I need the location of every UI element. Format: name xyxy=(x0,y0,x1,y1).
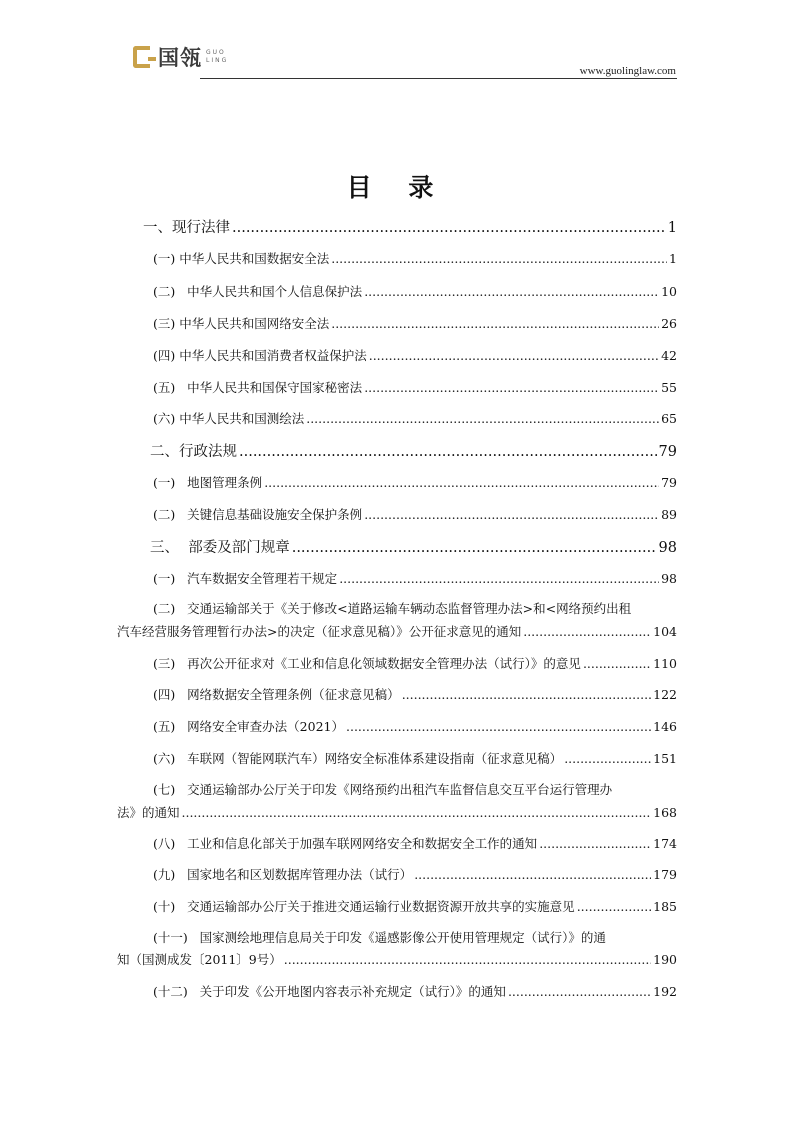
toc-entry[interactable]: (四) 网络数据安全管理条例（征求意见稿） ..... 122 xyxy=(153,685,677,703)
website-url: www.guolinglaw.com xyxy=(579,65,676,77)
toc-entry-line1: (七) 交通运输部办公厅关于印发《网络预约出租汽车监督信息交互平台运行管理办 xyxy=(153,782,613,797)
toc-section-3[interactable]: 三、 部委及部门规章 ..... 98 xyxy=(150,536,677,557)
toc-entry[interactable]: (三) 中华人民共和国网络安全法 ..... 26 xyxy=(153,314,677,332)
logo xyxy=(133,42,228,72)
toc-entry[interactable]: (八) 工业和信息化部关于加强车联网网络安全和数据安全工作的通知 ..... 174 xyxy=(153,834,677,852)
toc-entry-line1: (二) 交通运输部关于《关于修改<道路运输车辆动态监督管理办法>和<网络预约出租 xyxy=(153,601,632,616)
toc-entry[interactable]: (四) 中华人民共和国消费者权益保护法 ..... 42 xyxy=(153,346,677,364)
toc-entry[interactable]: 法》的通知 ..... 168 xyxy=(117,803,677,821)
toc-section-2[interactable]: 二、行政法规 ..... 79 xyxy=(150,440,677,461)
logo-mark-icon xyxy=(133,46,150,68)
toc-entry[interactable]: (十) 交通运输部办公厅关于推进交通运输行业数据资源开放共享的实施意见 ..... 185 xyxy=(153,897,677,915)
toc-entry[interactable]: (一) 汽车数据安全管理若干规定 ..... 98 xyxy=(153,569,677,587)
toc-entry[interactable]: (十二) 关于印发《公开地图内容表示补充规定（试行）》的通知 ..... 192 xyxy=(153,982,677,1000)
toc-entry[interactable]: (六) 车联网（智能网联汽车）网络安全标准体系建设指南（征求意见稿） ..... 151 xyxy=(153,749,677,767)
toc-entry[interactable]: (六) 中华人民共和国测绘法 ..... 65 xyxy=(153,409,677,427)
logo-english: GUO LING xyxy=(206,49,229,64)
logo-chinese: 国瓴 xyxy=(158,46,202,70)
toc-entry[interactable]: (二) 关键信息基础设施安全保护条例 ..... 89 xyxy=(153,505,677,523)
toc-entry[interactable]: 汽车经营服务管理暂行办法>的决定（征求意见稿）》公开征求意见的通知 ..... 104 xyxy=(117,622,677,640)
toc-section-1[interactable]: 一、现行法律 ..... 1 xyxy=(143,216,677,237)
toc-entry[interactable]: (一) 中华人民共和国数据安全法 ..... 1 xyxy=(153,249,677,267)
toc-entry[interactable]: (二) 中华人民共和国个人信息保护法 ..... 10 xyxy=(153,282,677,300)
toc-entry[interactable]: (五) 中华人民共和国保守国家秘密法 ..... 55 xyxy=(153,378,677,396)
toc-entry[interactable]: (九) 国家地名和区划数据库管理办法（试行） ..... 179 xyxy=(153,865,677,883)
toc-entry[interactable]: (三) 再次公开征求对《工业和信息化领域数据安全管理办法（试行）》的意见 ..... 110 xyxy=(153,654,677,672)
toc-entry[interactable]: (一) 地图管理条例 ..... 79 xyxy=(153,473,677,491)
toc-entry[interactable]: 知（国测成发〔2011〕9号） ..... 190 xyxy=(117,950,677,968)
header-rule xyxy=(200,78,677,79)
page-title: 目 录 xyxy=(346,173,448,202)
toc-entry[interactable]: (五) 网络安全审查办法（2021） ..... 146 xyxy=(153,717,677,735)
page-header xyxy=(0,0,794,80)
toc-entry-line1: (十一) 国家测绘地理信息局关于印发《遥感影像公开使用管理规定（试行）》的通 xyxy=(153,930,606,945)
